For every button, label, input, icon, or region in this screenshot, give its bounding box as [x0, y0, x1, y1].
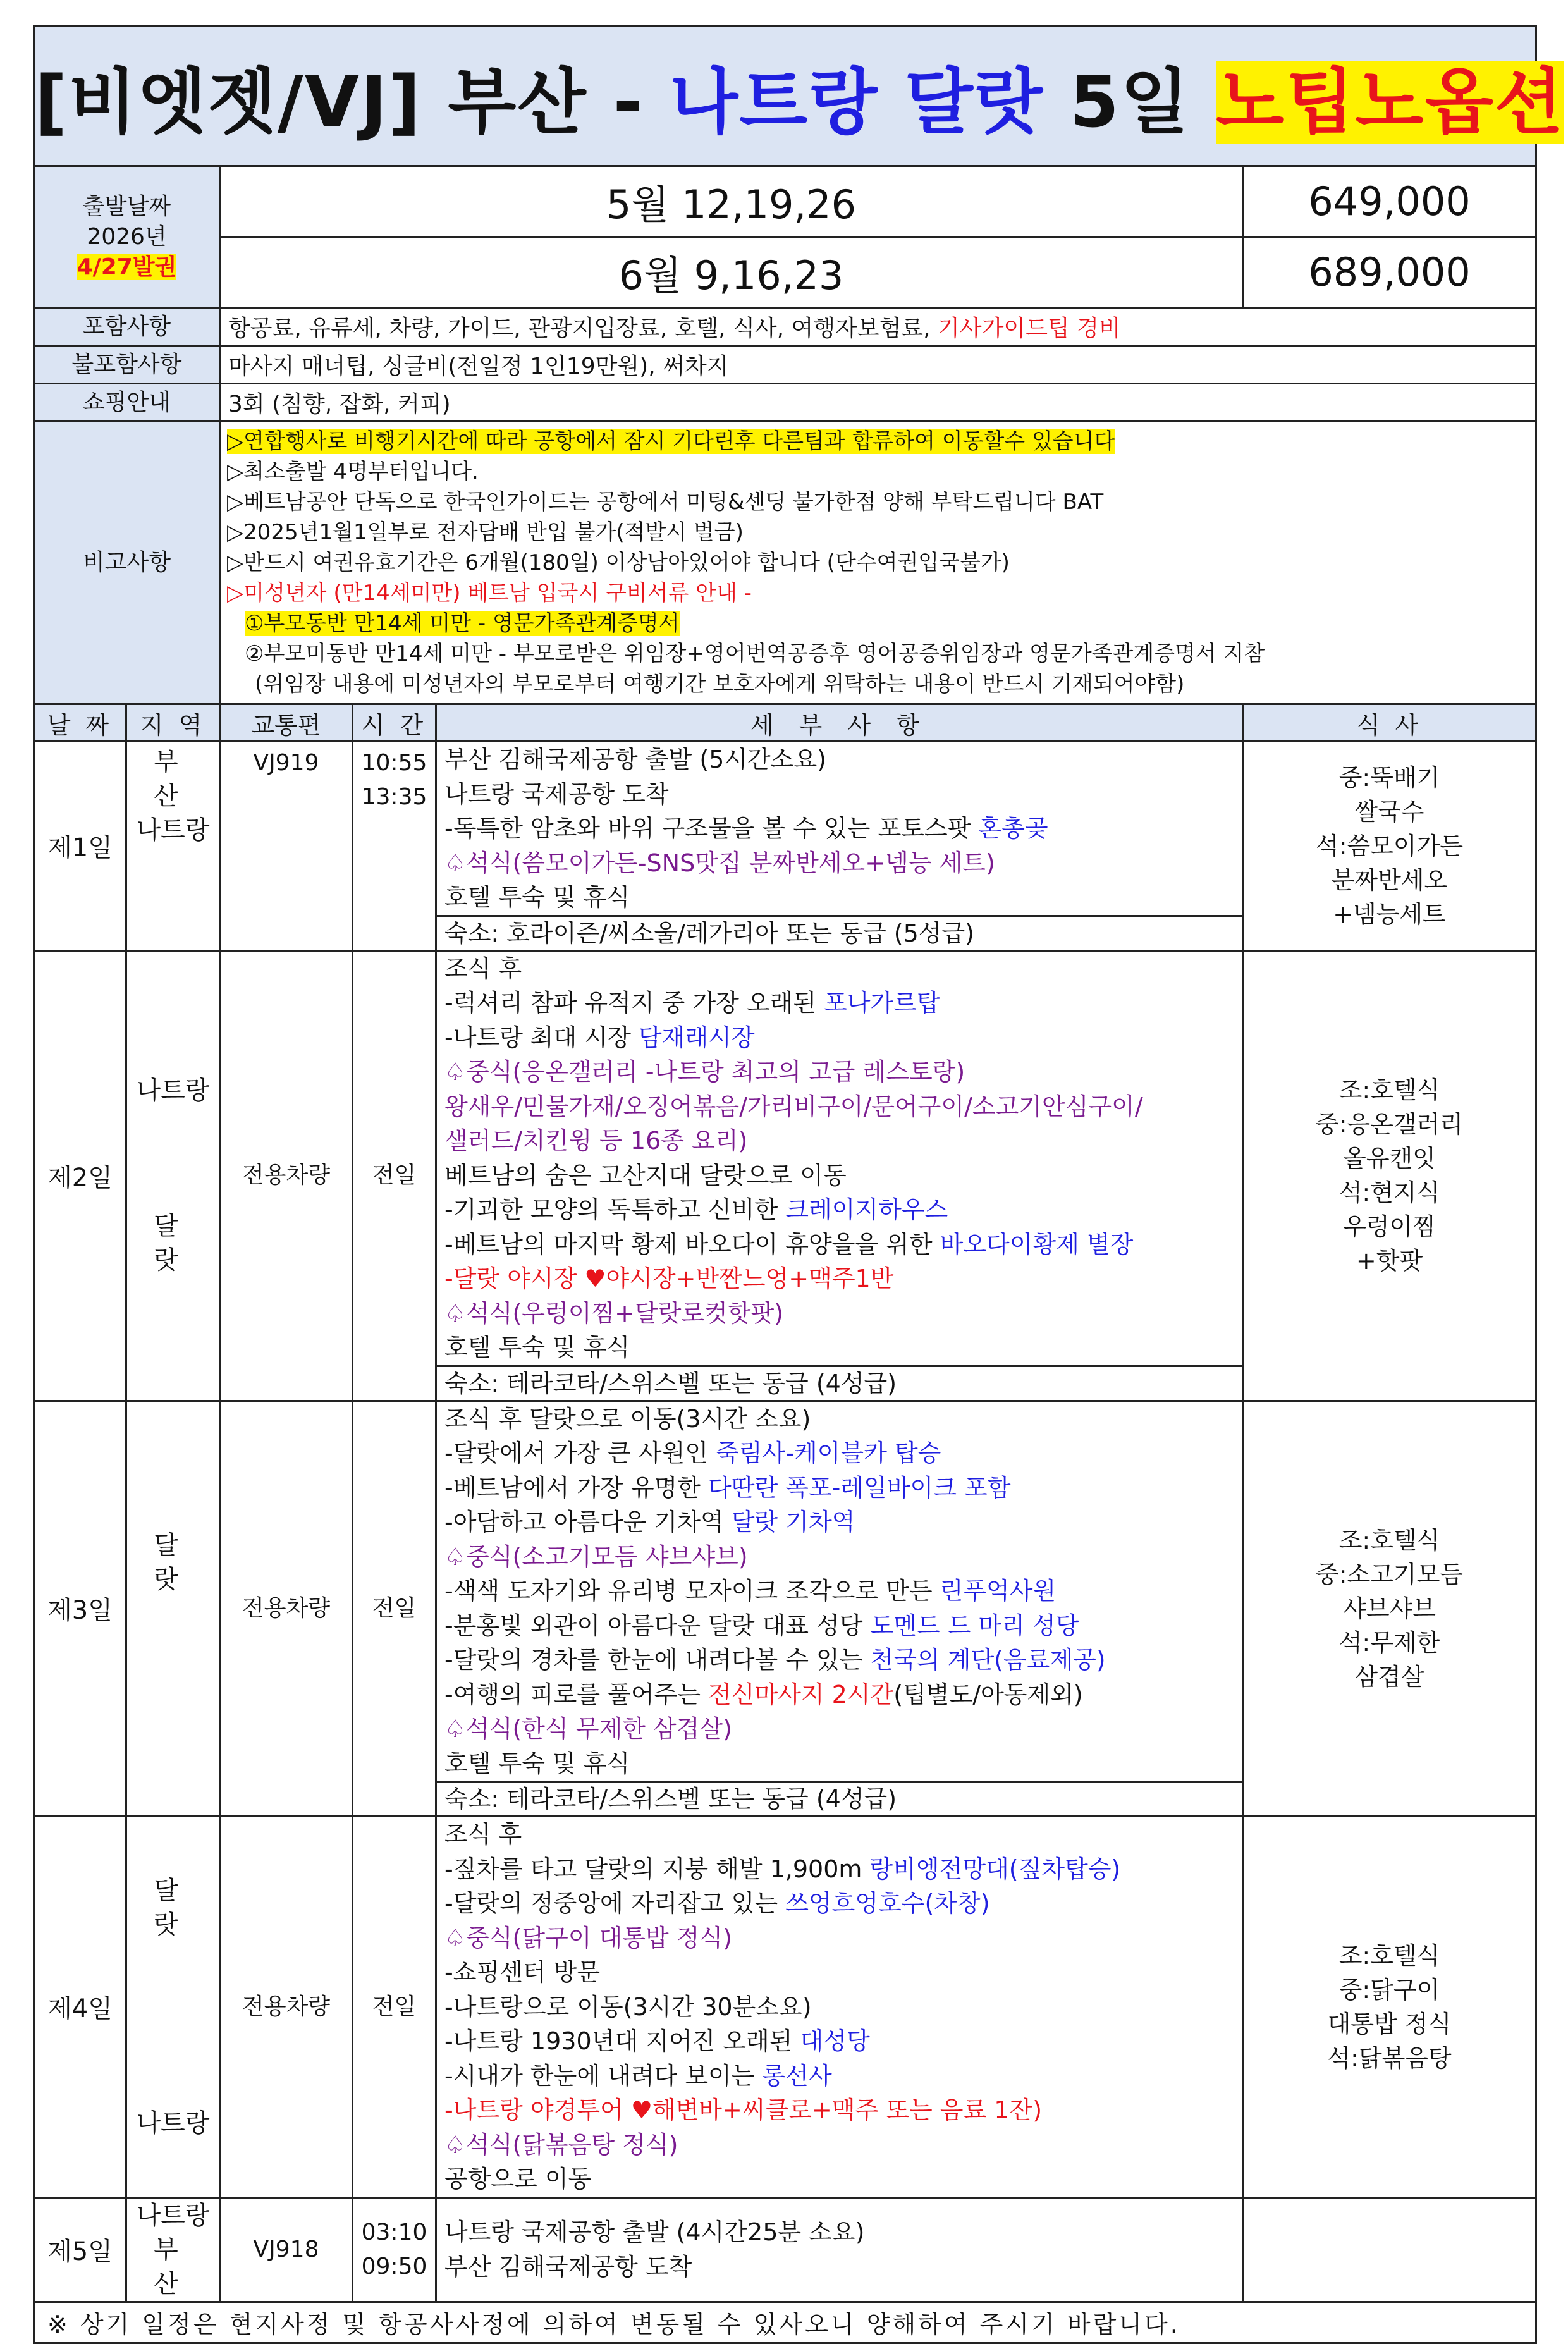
meal: 샤브샤브 — [1343, 1594, 1436, 1623]
excluded-label: 불포함사항 — [34, 346, 220, 384]
meal-line: ♤석식(씀모이가든-SNS맛집 분짜반세오+넴능 세트) — [444, 849, 995, 877]
region: 나트랑 — [136, 2200, 210, 2230]
detail-line — [444, 1852, 1242, 1887]
departure-label-1: 출발날짜 — [82, 193, 171, 219]
detail-text: -달랏의 정중앙에 자리잡고 있는 — [444, 1889, 786, 1917]
detail-line — [444, 1436, 1242, 1471]
meal: 중:응온갤러리 — [1316, 1110, 1464, 1138]
meal: 중:뚝배기 — [1338, 763, 1440, 792]
flight-times — [353, 2197, 436, 2302]
detail-highlight: 담재래시장 — [638, 1023, 755, 1052]
meal: +넴능세트 — [1333, 900, 1446, 928]
remark-line: (위임장 내용에 미성년자의 부모로부터 여행기간 보호자에게 위탁하는 내용이 반드시 기재되어야함) — [255, 672, 1185, 697]
excluded-items: 마사지 매너팁, 싱글비(전일정 1인19만원), 써차지 — [220, 346, 1536, 384]
meal: +핫팟 — [1356, 1247, 1423, 1275]
accommodation: 숙소: 테라코타/스위스벨 또는 동급 (4성급) — [437, 1781, 1242, 1815]
meal: 석:무제한 — [1338, 1628, 1440, 1657]
remark-line: ▷연합행사로 비행기시간에 따라 공항에서 잠시 기다린후 다른팀과 합류하여 이동할수 있습니다 — [227, 429, 1115, 454]
meal: 석:씀모이가든 — [1316, 831, 1464, 860]
departure-dates-may: 5월 12,19,26 — [220, 166, 1243, 237]
day-regions — [126, 1817, 220, 2198]
detail-highlight: 바오다이황제 별장 — [940, 1230, 1134, 1258]
region: 나트랑 — [136, 1076, 210, 1105]
page-title — [34, 27, 1565, 166]
detail-line — [444, 1678, 1242, 1712]
flight-number: VJ918 — [220, 2197, 353, 2302]
included-text: 항공료, 유류세, 차량, 가이드, 관광지입장료, 호텔, 식사, 여행자보험료, — [228, 316, 938, 341]
day-details — [436, 1817, 1243, 2198]
meal: 올유캔잇 — [1343, 1144, 1436, 1172]
meal: 조:호텔식 — [1338, 1941, 1440, 1970]
remark-line: ▷반드시 여권유효기간은 6개월(180일) 이상남아있어야 합니다 (단수여권입국불가) — [227, 550, 1010, 575]
detail-line: -나트랑 야경투어 ♥해변바+씨클로+맥주 또는 음료 1잔) — [444, 2096, 1043, 2124]
detail-text: -색색 도자기와 유리병 모자이크 조각으로 만든 — [444, 1577, 940, 1605]
detail-highlight: 크레이지하우스 — [785, 1196, 948, 1224]
day-label: 제1일 — [34, 742, 126, 951]
detail-text: -달랏에서 가장 큰 사원인 — [444, 1439, 716, 1467]
day-details — [436, 950, 1243, 1401]
day-label: 제4일 — [34, 1817, 126, 2198]
detail-text: -기괴한 모양의 독특하고 신비한 — [444, 1196, 786, 1224]
meal: 분짜반세오 — [1331, 866, 1448, 894]
detail-line: -달랏 야시장 ♥야시장+반짠느엉+맥주1반 — [444, 1265, 894, 1292]
meal: 중:소고기모듬 — [1316, 1560, 1464, 1588]
footer-note: ※ 상기 일정은 현지사정 및 항공사사정에 의하여 변동될 수 있사오니 양해하여 주시기 바랍니다. — [34, 2302, 1536, 2343]
meal-line: ♤중식(소고기모듬 샤브샤브) — [444, 1542, 748, 1571]
col-region: 지 역 — [126, 704, 220, 742]
detail-text: -짚차를 타고 달랏의 지붕 해발 1,900m — [444, 1855, 870, 1883]
detail-text: -시내가 한눈에 내려다 보이는 — [444, 2061, 763, 2090]
detail-highlight: 대성당 — [800, 2027, 870, 2055]
departure-dates-june: 6월 9,16,23 — [220, 237, 1243, 308]
detail-highlight: 혼총곶 — [978, 814, 1048, 842]
meal: 조:호텔식 — [1338, 1526, 1440, 1554]
transport: 전용차량 — [220, 1401, 353, 1817]
price-june: 689,000 — [1243, 237, 1536, 308]
transport: 전용차량 — [220, 1817, 353, 2198]
detail-line — [444, 2059, 1242, 2094]
detail-text: -베트남의 마지막 황제 바오다이 휴양을을 위한 — [444, 1230, 940, 1258]
meal-line: ♤석식(닭볶음탕 정식) — [444, 2130, 678, 2159]
title-tag: 노팁노옵션 — [1216, 61, 1565, 144]
remark-line: ②부모미동반 만14세 미만 - 부모로받은 위임장+영어번역공증후 영어공증위임장과 영문가족관계증명서 지참 — [245, 641, 1265, 666]
accommodation: 숙소: 호라이즌/씨소울/레가리아 또는 동급 (5성급) — [437, 915, 1242, 950]
transport: 전용차량 — [220, 950, 353, 1401]
detail-highlight: 다딴란 폭포-레일바이크 포함 — [708, 1473, 1011, 1502]
detail-line — [444, 2024, 1242, 2059]
ticketing-date: 4/27발권 — [77, 254, 177, 280]
meal-line: ♤중식(응온갤러리 -나트랑 최고의 고급 레스토랑) — [444, 1058, 965, 1086]
day-row — [34, 950, 1536, 1401]
detail-text: -여행의 피로를 풀어주는 — [444, 1680, 709, 1709]
detail-line: 호텔 투숙 및 휴식 — [444, 883, 630, 911]
detail-line: 나트랑 국제공항 출발 (4시간25분 소요) — [444, 2218, 865, 2246]
remark-line: ▷2025년1월1일부로 전자담배 반입 불가(적발시 벌금) — [227, 520, 744, 545]
meal: 석:닭볶음탕 — [1327, 2044, 1452, 2072]
detail-line: 조식 후 달랏으로 이동(3시간 소요) — [444, 1404, 811, 1433]
detail-text: -독특한 암초와 바위 구조물을 볼 수 있는 포토스팟 — [444, 814, 979, 842]
day-regions — [126, 950, 220, 1401]
accommodation: 숙소: 테라코타/스위스벨 또는 동급 (4성급) — [437, 1365, 1242, 1400]
detail-line: 호텔 투숙 및 휴식 — [444, 1334, 630, 1361]
shopping-label: 쇼핑안내 — [34, 384, 220, 422]
region: 달 랏 — [154, 1212, 192, 1275]
detail-line — [444, 1193, 1242, 1227]
remark-line: ▷베트남공안 단독으로 한국인가이드는 공항에서 미팅&센딩 불가한점 양해 부탁드립니다 BAT — [227, 489, 1104, 515]
col-details: 세 부 사 항 — [436, 704, 1243, 742]
detail-line: 호텔 투숙 및 휴식 — [444, 1749, 630, 1777]
meal: 조:호텔식 — [1338, 1076, 1440, 1104]
region: 부 산 — [154, 747, 192, 811]
time: 03:10 — [361, 2219, 427, 2245]
detail-line — [444, 1609, 1242, 1643]
col-transport: 교통편 — [220, 704, 353, 742]
title-destination: 나트랑 달랏 — [670, 61, 1044, 144]
day-meals — [1243, 2197, 1536, 2302]
meal: 쌀국수 — [1354, 797, 1424, 826]
day-label: 제5일 — [34, 2197, 126, 2302]
day-row — [34, 1817, 1536, 2198]
remark-line: ▷미성년자 (만14세미만) 베트남 입국시 구비서류 안내 - — [227, 580, 752, 606]
itinerary-sheet — [33, 25, 1565, 2344]
meal: 우렁이찜 — [1343, 1213, 1436, 1241]
time: 전일 — [353, 1401, 436, 1817]
time: 전일 — [353, 950, 436, 1401]
detail-text: -아담하고 아름다운 기차역 — [444, 1508, 732, 1536]
day-meals — [1243, 1401, 1536, 1817]
detail-text: -나트랑 1930년대 지어진 오래된 — [444, 2027, 800, 2055]
detail-text: -럭셔리 참파 유적지 중 가장 오래된 — [444, 989, 824, 1017]
day-details — [436, 2197, 1243, 2302]
detail-line — [444, 1471, 1242, 1506]
day-regions — [126, 2197, 220, 2302]
detail-line: 조식 후 — [444, 1820, 522, 1848]
meal: 석:현지식 — [1338, 1179, 1440, 1206]
remark-line: ▷최소출발 4명부터입니다. — [227, 459, 479, 484]
detail-line — [444, 1021, 1242, 1055]
included-highlight: 기사가이드팁 경비 — [938, 316, 1121, 341]
included-label: 포함사항 — [34, 308, 220, 346]
col-time: 시 간 — [353, 704, 436, 742]
day-label: 제3일 — [34, 1401, 126, 1817]
detail-text: -달랏의 경차를 한눈에 내려다볼 수 있는 — [444, 1646, 871, 1674]
detail-text: -나트랑 최대 시장 — [444, 1023, 639, 1052]
detail-line: 베트남의 숨은 고산지대 달랏으로 이동 — [444, 1161, 847, 1189]
detail-highlight: 랑비엥전망대(짚차탑승) — [869, 1855, 1121, 1883]
day-meals — [1243, 742, 1536, 951]
region: 나트랑 — [136, 2108, 210, 2138]
detail-line: -나트랑으로 이동(3시간 30분소요) — [444, 1992, 812, 2021]
remarks-label: 비고사항 — [34, 422, 220, 704]
detail-note: (팁별도/아동제외) — [893, 1680, 1083, 1709]
meal: 삼겹살 — [1354, 1662, 1424, 1691]
region: 달 랏 — [154, 1875, 192, 1939]
day-details — [436, 742, 1243, 951]
price-may: 649,000 — [1243, 166, 1536, 237]
detail-text: -분홍빛 외관이 아름다운 달랏 대표 성당 — [444, 1611, 871, 1640]
time: 전일 — [353, 1817, 436, 2198]
detail-highlight: 도멘드 드 마리 성당 — [870, 1611, 1079, 1640]
departure-label — [34, 166, 220, 308]
meal-line: ♤석식(한식 무제한 삼겹살) — [444, 1715, 732, 1743]
day-meals — [1243, 950, 1536, 1401]
day-details — [436, 1401, 1243, 1817]
flight-times — [353, 742, 436, 951]
day-regions — [126, 1401, 220, 1817]
time: 10:55 — [361, 750, 427, 776]
detail-line — [444, 1643, 1242, 1678]
detail-line: 부산 김해국제공항 도착 — [444, 2252, 692, 2281]
detail-line — [444, 1886, 1242, 1921]
detail-line: 조식 후 — [444, 954, 522, 983]
title-days: 5일 — [1044, 61, 1216, 144]
day-row — [34, 2197, 1536, 2302]
flight-number: VJ919 — [220, 742, 353, 951]
detail-line — [444, 1227, 1242, 1262]
detail-line — [444, 1505, 1242, 1540]
detail-highlight: 포나가르탑 — [824, 989, 940, 1017]
region: 부 산 — [154, 2235, 192, 2298]
detail-line: 나트랑 국제공항 도착 — [444, 780, 669, 808]
day-meals — [1243, 1817, 1536, 2198]
col-date: 날 짜 — [34, 704, 126, 742]
detail-line — [444, 1574, 1242, 1609]
region: 나트랑 — [136, 816, 210, 845]
remarks — [220, 422, 1536, 704]
detail-highlight: 롱선사 — [762, 2061, 832, 2090]
meal-line: 왕새우/민물가재/오징어볶음/가리비구이/문어구이/소고기안심구이/ — [444, 1092, 1143, 1120]
day-regions — [126, 742, 220, 951]
time: 13:35 — [361, 784, 427, 810]
day-row — [34, 1401, 1536, 1817]
title-prefix: [비엣젯/VJ] 부산 - — [35, 61, 670, 144]
detail-line — [444, 986, 1242, 1021]
itinerary-table — [33, 25, 1565, 2344]
detail-highlight: 전신마사지 2시간 — [708, 1680, 894, 1709]
detail-text: -베트남에서 가장 유명한 — [444, 1473, 709, 1502]
meal-line: 샐러드/치킨윙 등 16종 요리) — [444, 1127, 748, 1155]
detail-highlight: 천국의 계단(음료제공) — [870, 1646, 1106, 1674]
detail-line: 공항으로 이동 — [444, 2165, 592, 2193]
detail-line: -쇼핑센터 방문 — [444, 1958, 601, 1986]
departure-label-2: 2026년 — [87, 223, 167, 250]
meal-line: ♤석식(우렁이찜+달랏로컷핫팟) — [444, 1299, 784, 1327]
day-row — [34, 742, 1536, 951]
time: 09:50 — [361, 2253, 427, 2280]
remark-line: ①부모동반 만14세 미만 - 영문가족관계증명서 — [245, 611, 680, 636]
detail-highlight: 죽림사-케이블카 탑승 — [716, 1439, 941, 1467]
meal: 중:닭구이 — [1338, 1975, 1440, 2004]
shopping-info: 3회 (침향, 잡화, 커피) — [220, 384, 1536, 422]
detail-highlight: 달랏 기차역 — [731, 1508, 855, 1536]
detail-line: 부산 김해국제공항 출발 (5시간소요) — [444, 746, 826, 773]
meal: 대통밥 정식 — [1327, 2010, 1452, 2038]
detail-highlight: 린푸억사원 — [940, 1577, 1057, 1605]
detail-line — [444, 811, 1242, 846]
meal-line: ♤중식(닭구이 대통밥 정식) — [444, 1924, 732, 1952]
col-meals: 식 사 — [1243, 704, 1536, 742]
region: 달 랏 — [154, 1530, 192, 1594]
day-label: 제2일 — [34, 950, 126, 1401]
included-items — [220, 308, 1536, 346]
detail-highlight: 쓰엉흐엉호수(차창) — [785, 1889, 990, 1917]
